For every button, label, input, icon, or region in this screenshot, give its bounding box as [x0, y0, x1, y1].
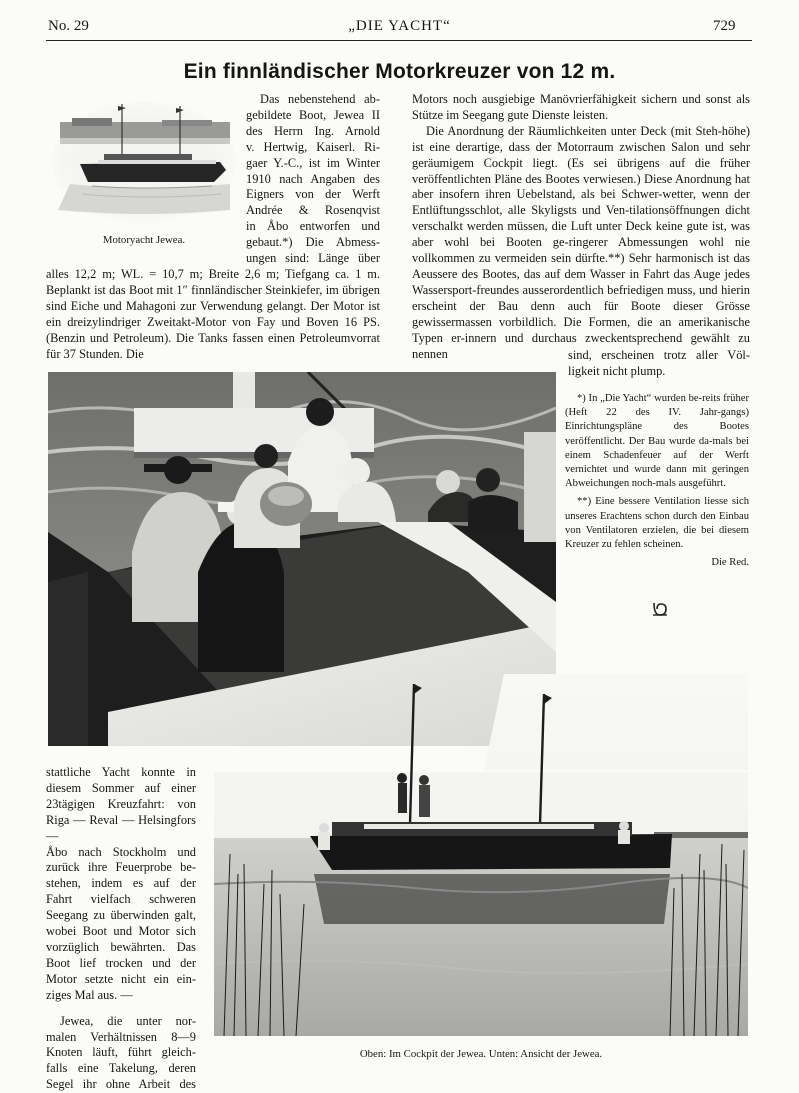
right-column-text	[412, 92, 750, 362]
yacht-side-photo	[214, 674, 748, 1036]
header-rule	[46, 40, 752, 41]
left-line: diesem Sommer auf einer	[46, 780, 196, 795]
footnote-2: **) Eine bessere Ventilation liesse sich unseres Erachtens schon durch den Einbau von Ventilatoren erzielen, die bei diesem Kreuzer zu fehlen scheinen.	[565, 496, 749, 551]
article-title: Ein finnländischer Motorkreuzer von 12 m.	[183, 60, 616, 83]
small-yacht-photo	[52, 100, 236, 224]
intro-line: Andrée & Rosenqvist	[246, 203, 380, 218]
left-line: stehen, indem es auf der	[46, 876, 196, 891]
right-paragraph-1: Motors noch ausgiebige Manövrierfähigkeit sichern und sonst als Stütze im Seegang gute Dienste leisten.	[412, 92, 750, 122]
intro-line: 1910 nach Angaben des	[246, 171, 380, 186]
intro-line: gebaut.*) Die Abmess-	[246, 235, 380, 250]
left-line: Jewea, die unter nor-	[60, 1013, 196, 1028]
footnote-signature: Die Red.	[711, 557, 749, 569]
issue-number: No. 29	[48, 18, 89, 34]
footnote-1: *) In „Die Yacht“ wurden be-reits früher (Heft 22 des IV. Jahr-gangs) Einrichtungspläne des Bootes veröffentlicht. Der Bau wurde da-mals bei einem Schadenfeuer auf der Werft vernichtet und wurde dann mit geringen Abweichungen noch-mals ausgeführt.	[565, 393, 749, 490]
left-line: stattliche Yacht konnte in	[46, 765, 196, 779]
intro-line: in Åbo entworfen und	[246, 219, 380, 234]
intro-line: des Herrn Ing. Arnold	[246, 123, 380, 138]
left-line: vorzüglich bewährten. Das	[46, 939, 196, 954]
small-yacht-illustration	[52, 100, 236, 224]
left-line: Fahrt vielfach schweren	[46, 892, 196, 907]
left-line: zurück ihre Feuerprobe be-	[46, 860, 196, 875]
intro-line: gebildete Boot, Jewea II	[246, 107, 380, 122]
left-line: Riga — Reval — Helsingfors —	[46, 812, 196, 843]
monogram-illustration	[650, 600, 670, 618]
footnotes	[565, 392, 749, 570]
left-line: Seegang zu überwinden galt,	[46, 908, 196, 923]
magazine-title: „DIE YACHT“	[348, 18, 451, 34]
left-line: malen Verhältnissen 8—9	[46, 1029, 196, 1044]
left-line: Knoten läuft, führt gleich-	[46, 1045, 196, 1060]
intro-line: v. Hertwig, Kaiserl. Ri-	[246, 139, 380, 154]
left-line: ziges Mal aus. —	[46, 987, 133, 1002]
small-photo-caption: Motoryacht Jewea.	[102, 234, 186, 246]
page-number: 729	[713, 18, 736, 34]
intro-line: gaer Y.-C., ist im Winter	[246, 155, 380, 170]
left-line: Segel ihr ohne Arbeit des	[46, 1077, 196, 1092]
left-line: 23tägigen Kreuzfahrt: von	[46, 796, 196, 811]
right-end-line: sind, erscheinen trotz aller Völ-	[568, 348, 750, 362]
right-end-line: ligkeit nicht plump.	[568, 363, 666, 378]
right-paragraph-end	[568, 348, 750, 380]
intro-line: Das nebenstehend ab-	[260, 92, 380, 106]
left-line: falls eine Takelung, deren	[46, 1061, 196, 1076]
left-line: wobei Boot und Motor sich	[46, 924, 196, 939]
yacht-side-illustration	[214, 674, 748, 1036]
intro-line: ungen sind: Länge über	[246, 251, 380, 266]
intro-line: Eigners von der Werft	[246, 187, 380, 202]
editorial-monogram	[650, 600, 670, 618]
left-line: Åbo nach Stockholm und	[46, 844, 196, 859]
left-line: Motor setzte nicht ein ein-	[46, 971, 196, 986]
intro-continuation: alles 12,2 m; WL. = 10,7 m; Breite 2,6 m; Tiefgang ca. 1 m. Beplankt ist das Boot mit 1″ finnländischer Steinkiefer, im übrigen sind Eiche und Mahagoni zur Verwendung gelangt. Der Motor ist ein dreizylindriger Zweitakt-Motor von Fay und Boven 16 PS. (Benzin und Petroleum). Die Tanks fassen einen Petroleumvorrat für 37 Stunden. Die	[46, 267, 380, 361]
bottom-photo-caption: Oben: Im Cockpit der Jewea. Unten: Ansicht der Jewea.	[359, 1048, 603, 1060]
intro-text-block	[246, 92, 380, 267]
left-line: Boot lief trocken und der	[46, 955, 196, 970]
left-column-lower	[46, 765, 196, 1093]
right-paragraph-2: Die Anordnung der Räumlichkeiten unter Deck (mit Steh-höhe) ist eine derartige, dass der Motorraum zwischen Salon und sehr geräumigem Cockpit liegt. (Es sei übrigens auf die früher veröffentlichten Pläne des Bootes verwiesen.) Diese Anordnung hat aber insofern ihren Uebelstand, als bei Schwer-wetter, wenn der Entlüftungsschlot, alle Skyligsts und Ven-tilationsöffnungen dicht verschalkt werden müssen, die Luft unter Deck keine gute ist, was aber wohl bei Booten ge-ringerer Abmessungen wohl nie vollkommen zu vermeiden sein dürfte.**) Sehr harmonisch ist das Aeussere des Bootes, das auf dem Wasser in Fahrt das Auge jedes Wassersport-freundes ausserordentlich befriedigen muss, und hierin erscheint der Bau denn auch für Boote dieser Grösse gewissermassen vorbildlich. Die Formen, die an amerikanische Typen er-innern und durchaus zweckentsprechend gewählt zu nennen	[412, 123, 750, 361]
